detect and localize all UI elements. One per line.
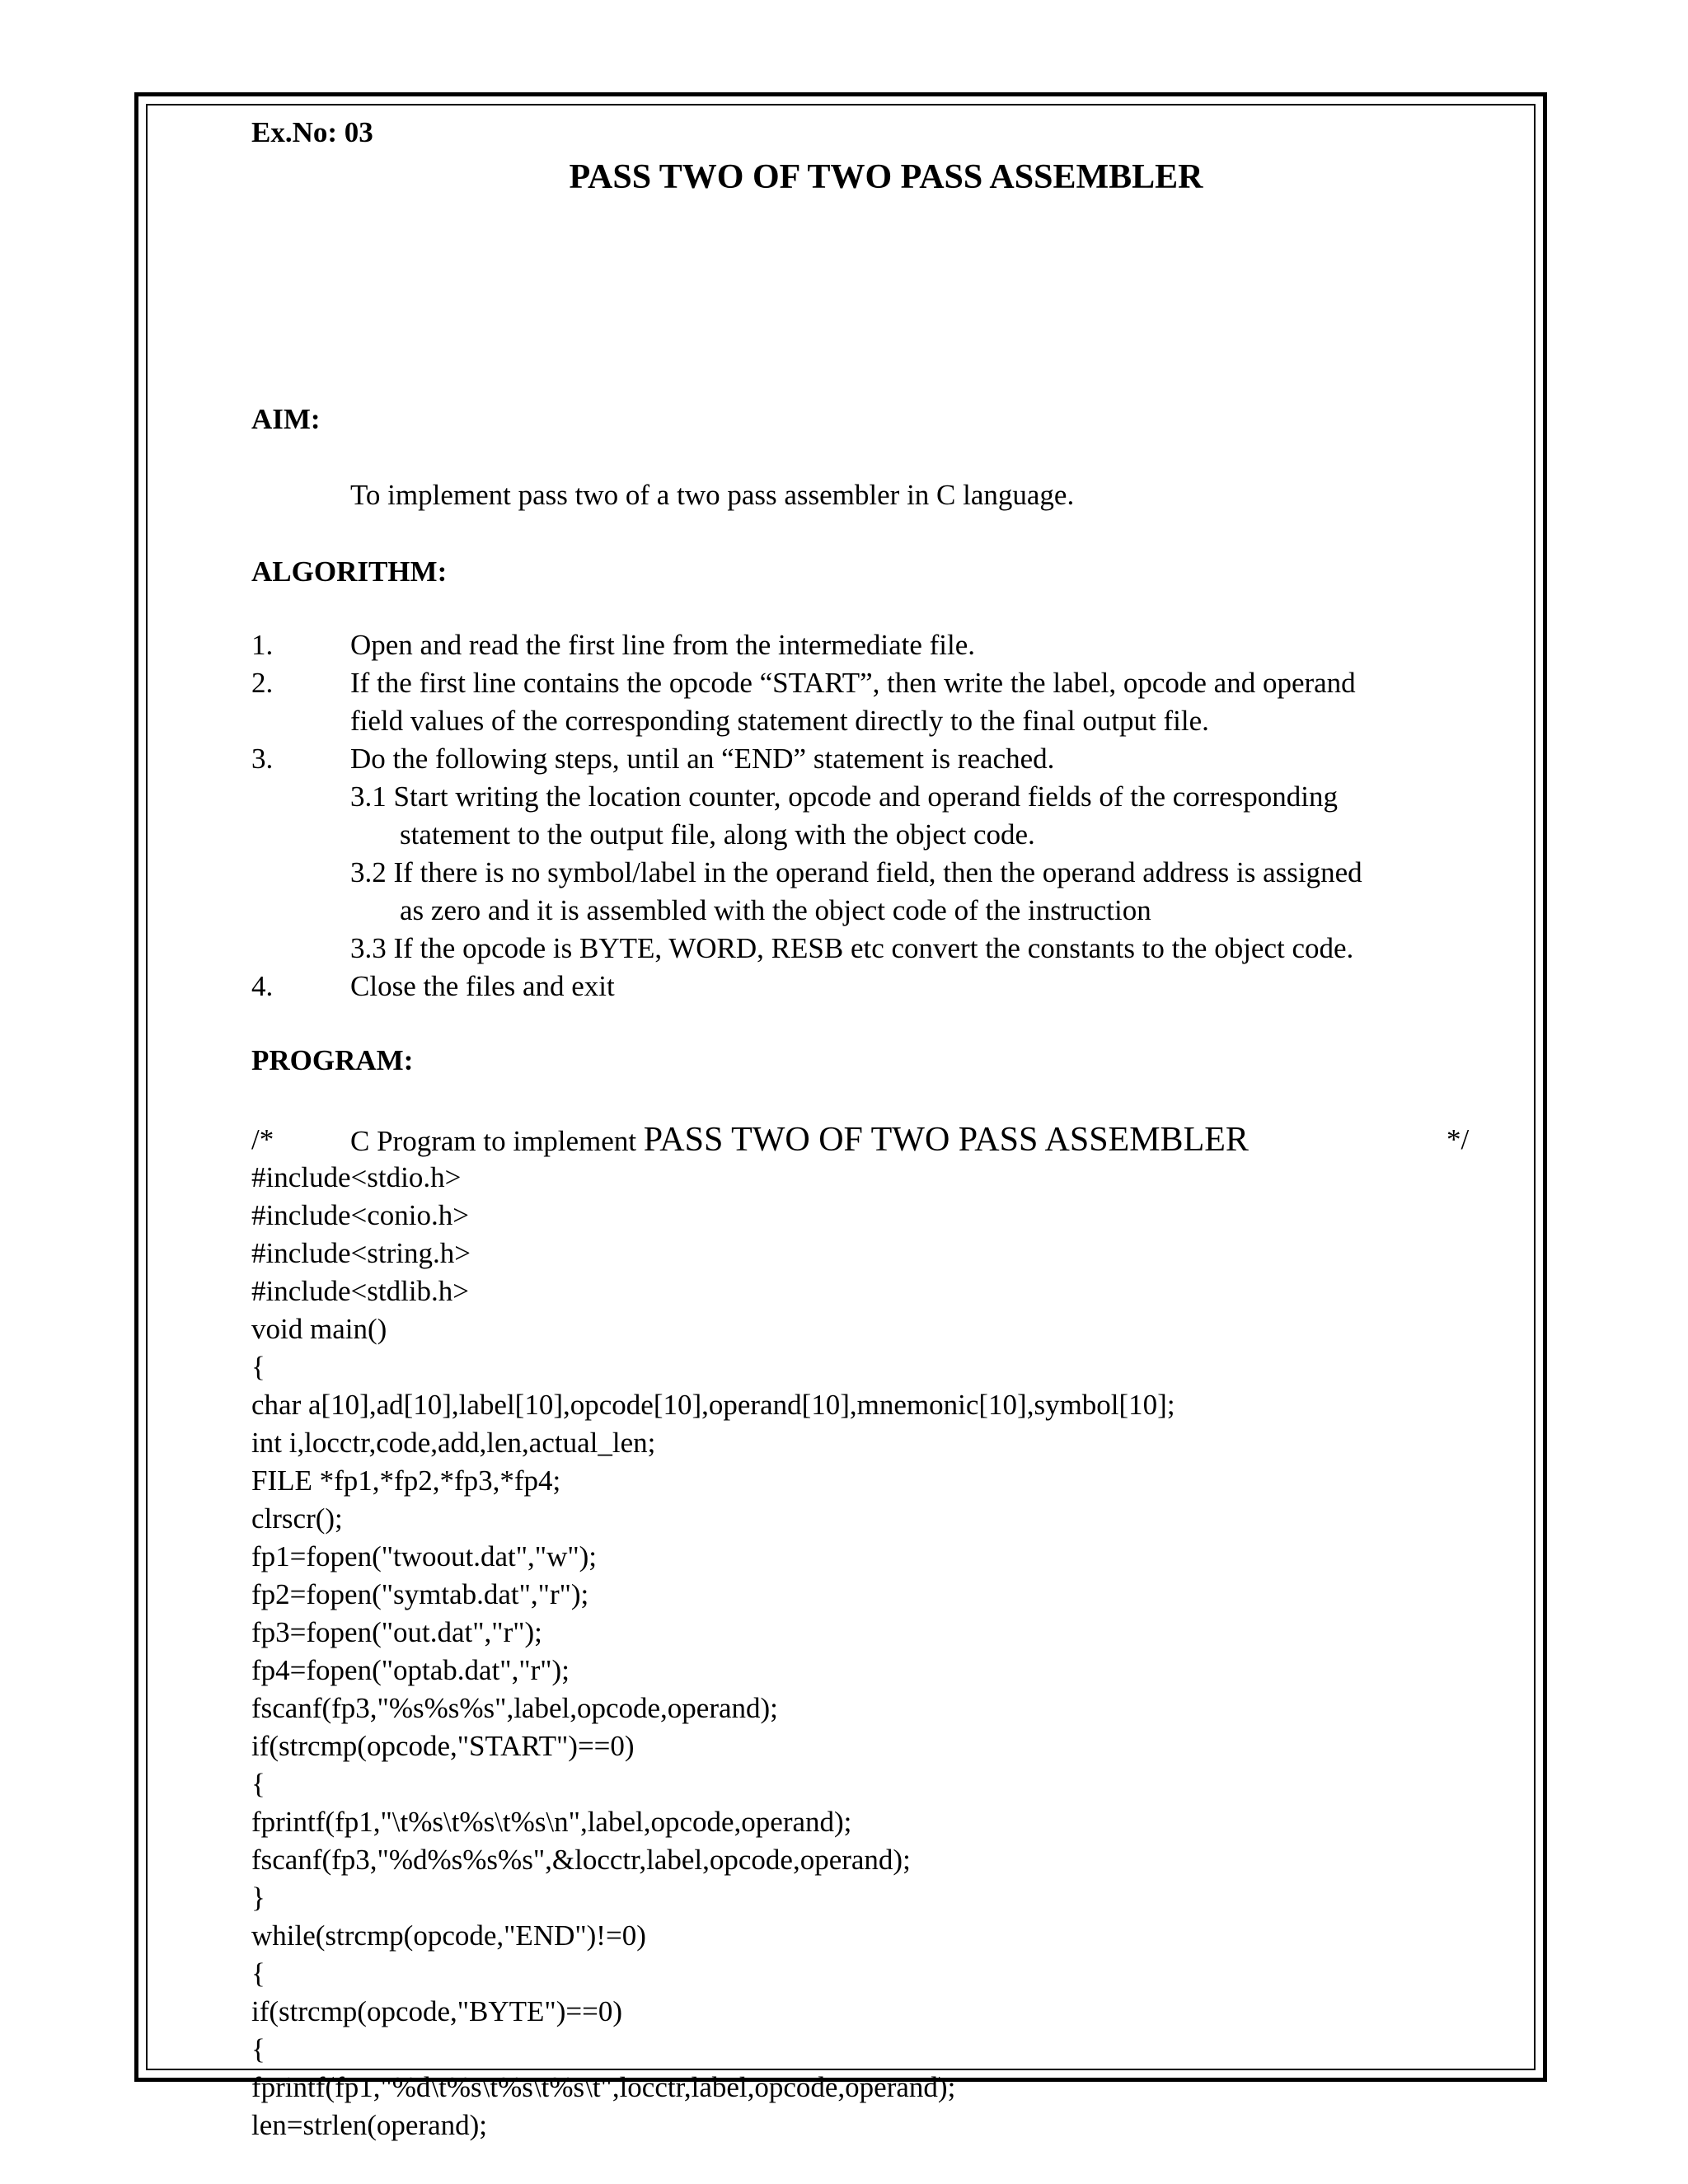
code-line: fscanf(fp3,"%s%s%s",label,opcode,operand); bbox=[251, 1692, 778, 1724]
step-number: 4. bbox=[251, 970, 274, 1002]
code-line: char a[10],ad[10],label[10],opcode[10],operand[10],mnemonic[10],symbol[10]; bbox=[251, 1389, 1175, 1421]
code-line: { bbox=[251, 1351, 265, 1383]
code-line: void main() bbox=[251, 1313, 387, 1345]
step-text: Do the following steps, until an “END” statement is reached. bbox=[350, 743, 1055, 775]
code-line: if(strcmp(opcode,"BYTE")==0) bbox=[251, 1995, 623, 2027]
program-code bbox=[251, 1121, 1470, 2144]
document-title: PASS TWO OF TWO PASS ASSEMBLER bbox=[569, 158, 1203, 196]
comment-close: */ bbox=[1447, 1123, 1470, 1155]
algorithm-step bbox=[251, 740, 1537, 778]
substep-text: 3.3 If the opcode is BYTE, WORD, RESB etc convert the constants to the object code. bbox=[350, 932, 1354, 964]
exercise-number: Ex.No: 03 bbox=[251, 116, 373, 148]
algorithm-substep-continuation bbox=[251, 892, 1537, 930]
code-line: { bbox=[251, 2033, 265, 2065]
step-number: 2. bbox=[251, 667, 274, 699]
code-line: } bbox=[251, 1882, 265, 1914]
algorithm-step bbox=[251, 968, 1537, 1005]
algorithm-step bbox=[251, 664, 1537, 702]
aim-text: To implement pass two of a two pass assembler in C language. bbox=[350, 479, 1075, 511]
step-number: 1. bbox=[251, 629, 274, 661]
aim-heading: AIM: bbox=[251, 403, 321, 435]
code-line: fp1=fopen("twoout.dat","w"); bbox=[251, 1540, 598, 1572]
code-line: fprintf(fp1,"%d\t%s\t%s\t%s\t",locctr,label,opcode,operand); bbox=[251, 2071, 956, 2103]
code-line: len=strlen(operand); bbox=[251, 2109, 488, 2141]
step-text: If the first line contains the opcode “START”, then write the label, opcode and operand bbox=[350, 667, 1356, 699]
code-line: if(strcmp(opcode,"START")==0) bbox=[251, 1730, 635, 1762]
algorithm-substep bbox=[251, 778, 1537, 816]
substep-text: as zero and it is assembled with the object code of the instruction bbox=[400, 894, 1151, 926]
code-line: fp4=fopen("optab.dat","r"); bbox=[251, 1654, 570, 1686]
code-line: { bbox=[251, 1957, 265, 1990]
code-line: { bbox=[251, 1768, 265, 1800]
code-line: int i,locctr,code,add,len,actual_len; bbox=[251, 1427, 656, 1459]
substep-text: 3.1 Start writing the location counter, opcode and operand fields of the corresponding bbox=[350, 780, 1338, 813]
code-line: fscanf(fp3,"%d%s%s%s",&locctr,label,opcode,operand); bbox=[251, 1844, 911, 1876]
step-text: Open and read the first line from the intermediate file. bbox=[350, 629, 976, 661]
substep-text: 3.2 If there is no symbol/label in the operand field, then the operand address is assigned bbox=[350, 856, 1362, 888]
substep-text: statement to the output file, along with the object code. bbox=[400, 818, 1035, 851]
code-line: fp3=fopen("out.dat","r"); bbox=[251, 1616, 542, 1648]
code-line: fprintf(fp1,"\t%s\t%s\t%s\n",label,opcode,operand); bbox=[251, 1806, 852, 1838]
step-text: field values of the corresponding statement directly to the final output file. bbox=[350, 705, 1209, 737]
comment-prefix: C Program to implement bbox=[350, 1125, 644, 1157]
comment-text bbox=[350, 1121, 1249, 1160]
code-line: #include<conio.h> bbox=[251, 1199, 470, 1231]
algorithm-steps bbox=[251, 626, 1537, 1005]
algorithm-substep bbox=[251, 930, 1537, 968]
code-line: while(strcmp(opcode,"END")!=0) bbox=[251, 1919, 646, 1952]
step-number: 3. bbox=[251, 743, 274, 775]
code-line: #include<stdlib.h> bbox=[251, 1275, 470, 1307]
program-comment bbox=[251, 1121, 1470, 1159]
algorithm-step bbox=[251, 626, 1537, 664]
code-line: FILE *fp1,*fp2,*fp3,*fp4; bbox=[251, 1465, 561, 1497]
algorithm-substep-continuation bbox=[251, 816, 1537, 854]
code-line: fp2=fopen("symtab.dat","r"); bbox=[251, 1578, 589, 1610]
comment-title: PASS TWO OF TWO PASS ASSEMBLER bbox=[643, 1121, 1249, 1159]
comment-open: /* bbox=[251, 1123, 274, 1155]
code-line: clrscr(); bbox=[251, 1502, 343, 1535]
algorithm-heading: ALGORITHM: bbox=[251, 555, 448, 588]
algorithm-step-continuation bbox=[251, 702, 1537, 740]
step-text: Close the files and exit bbox=[350, 970, 615, 1002]
program-heading: PROGRAM: bbox=[251, 1044, 414, 1076]
algorithm-substep bbox=[251, 854, 1537, 892]
code-line: #include<string.h> bbox=[251, 1237, 471, 1269]
code-line: #include<stdio.h> bbox=[251, 1161, 462, 1193]
